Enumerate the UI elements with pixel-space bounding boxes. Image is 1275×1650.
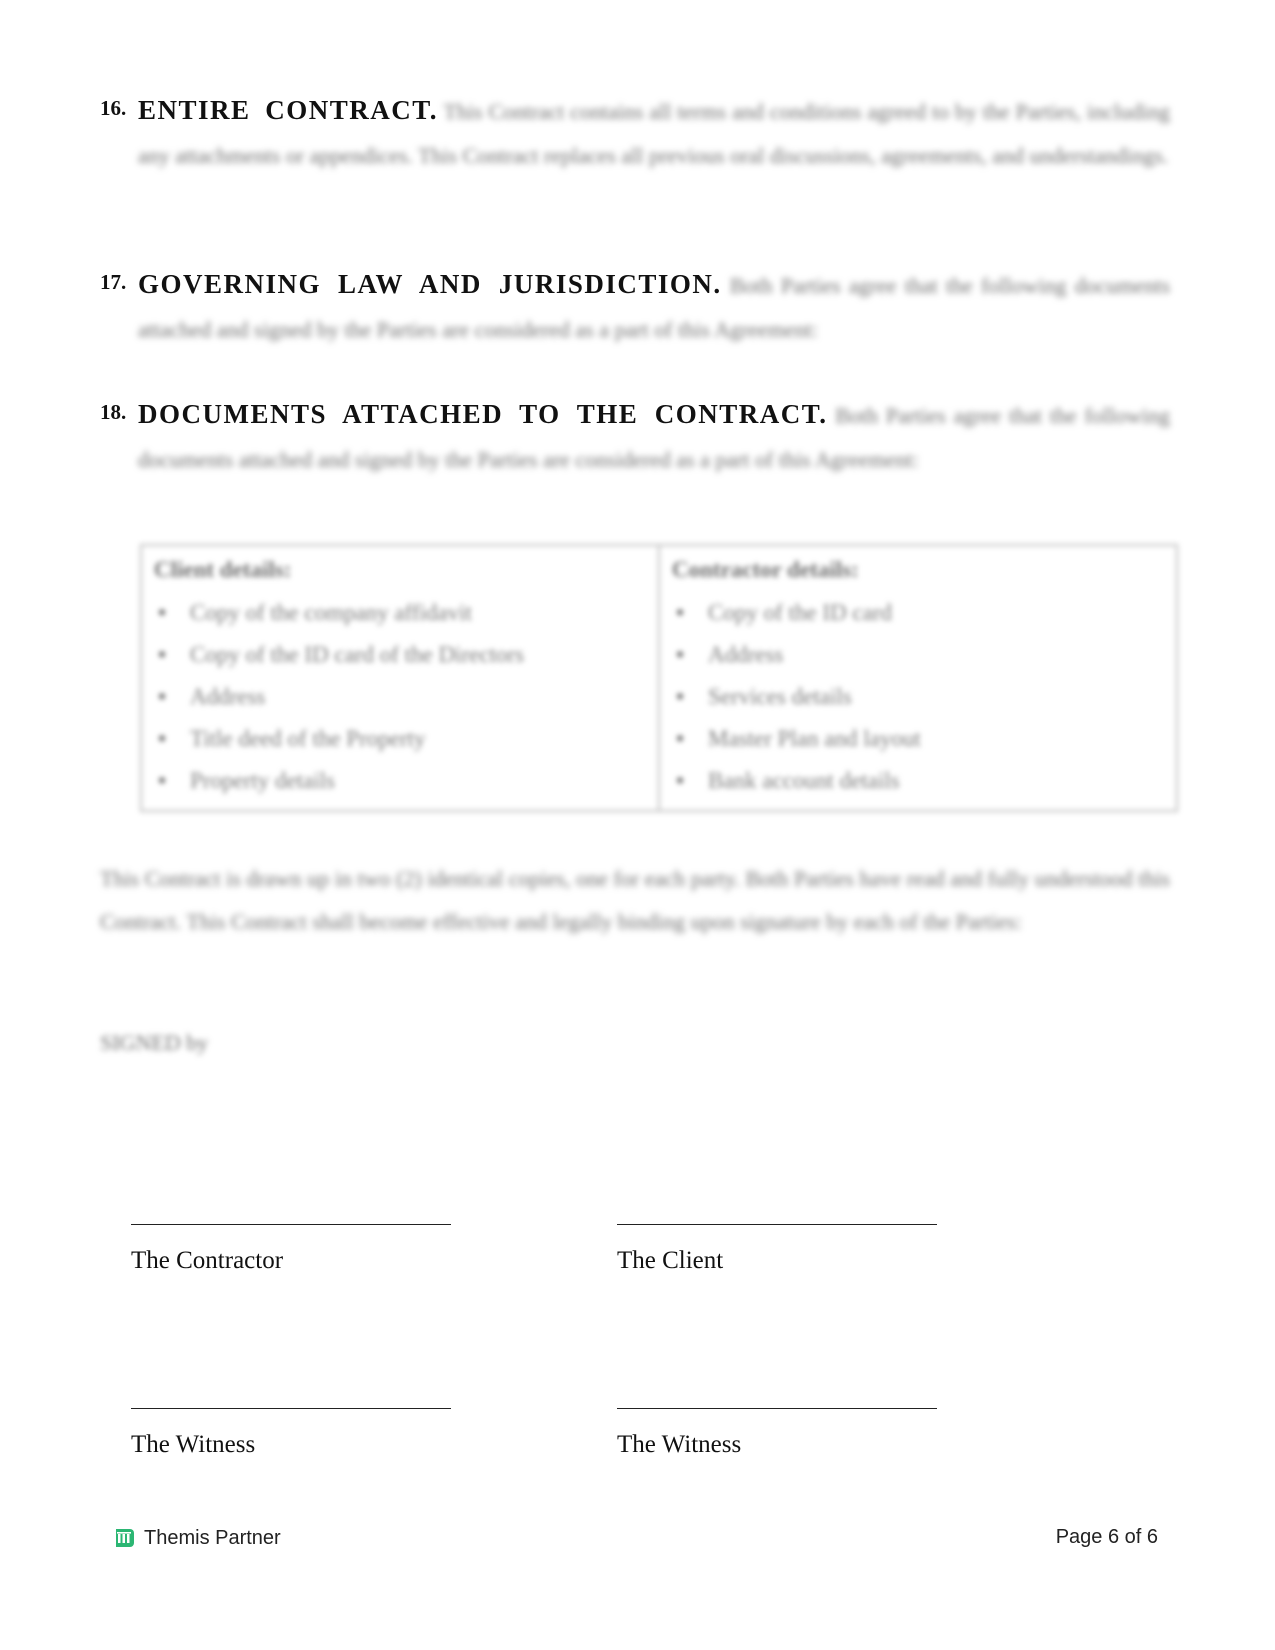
section-18: [100, 392, 1170, 482]
list-item: • Copy of the ID card of the Directors: [190, 634, 646, 676]
section-body: [138, 88, 1170, 178]
list-item: • Copy of the ID card: [708, 592, 1164, 634]
section-text: Both Parties agree that the following documents attached and signed by the Parties are considered as a part of this Agreement:: [138, 403, 1170, 472]
list-item: • Property details: [190, 760, 646, 802]
closing-paragraph: This Contract is drawn up in two (2) identical copies, one for each party. Both Parties have read and fully understood this Contract. This Contract shall become effective and legally binding upon signature by each of the Parties:: [100, 866, 1170, 934]
client-details-list: [154, 592, 646, 802]
signature-label: The Witness: [131, 1431, 256, 1458]
list-item: • Copy of the company affidavit: [190, 592, 646, 634]
section-number: 16.: [100, 96, 127, 120]
section-number: 18.: [100, 400, 127, 424]
section-body: [138, 262, 1170, 352]
section-heading: DOCUMENTS ATTACHED TO THE CONTRACT.: [138, 399, 828, 429]
contractor-details-list: [672, 592, 1164, 802]
list-item: • Services details: [708, 676, 1164, 718]
section-17: [100, 262, 1170, 352]
client-details-heading: Client details:: [154, 557, 292, 582]
signature-label: The Witness: [617, 1431, 742, 1458]
signature-block-contractor: [131, 1224, 451, 1275]
contractor-details-column: [658, 546, 1176, 810]
signature-label: The Client: [617, 1247, 724, 1274]
section-heading: GOVERNING LAW AND JURISDICTION.: [138, 269, 722, 299]
section-number: 17.: [100, 270, 127, 294]
list-item: • Address: [708, 634, 1164, 676]
section-text: This Contract contains all terms and conditions agreed to by the Parties, including any attachments or appendices. This Contract replaces all previous oral discussions, agreements, and understandings.: [138, 99, 1170, 168]
signature-line: [617, 1224, 937, 1225]
client-details-column: [142, 546, 658, 810]
section-16: [100, 88, 1170, 178]
list-item: • Master Plan and layout: [708, 718, 1164, 760]
page-number: Page 6 of 6: [1055, 1526, 1158, 1548]
section-heading: ENTIRE CONTRACT.: [138, 95, 438, 125]
signature-block-client: [617, 1224, 937, 1275]
signature-block-witness-1: [131, 1408, 451, 1459]
list-item: • Title deed of the Property: [190, 718, 646, 760]
signature-block-witness-2: [617, 1408, 937, 1459]
list-item: • Bank account details: [708, 760, 1164, 802]
signature-line: [617, 1408, 937, 1409]
footer-brand-name: Themis Partner: [144, 1526, 281, 1549]
contractor-details-heading: Contractor details:: [672, 557, 859, 582]
signature-label: The Contractor: [131, 1247, 284, 1274]
section-body: [138, 392, 1170, 482]
list-item: • Address: [190, 676, 646, 718]
themis-logo-icon: [112, 1526, 136, 1550]
footer-brand: [112, 1526, 281, 1550]
signature-line: [131, 1408, 451, 1409]
section-text: Both Parties agree that the following documents attached and signed by the Parties are considered as a part of this Agreement:: [138, 273, 1171, 342]
signed-by-label: SIGNED by: [100, 1030, 209, 1055]
documents-table: [140, 544, 1178, 812]
signature-line: [131, 1224, 451, 1225]
